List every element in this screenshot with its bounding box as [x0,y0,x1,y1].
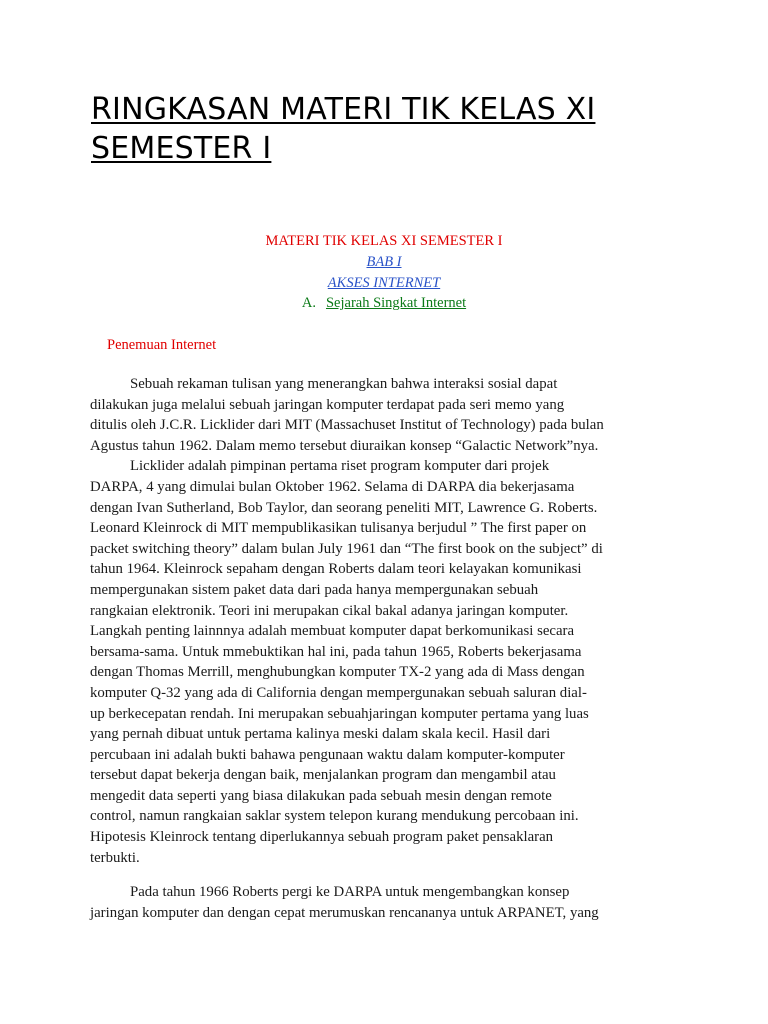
paragraph-line: yang pernah dibuat untuk pertama kalinya meski dalam skala kecil. Hasil dari [90,726,551,743]
heading-akses-wrap [0,273,768,293]
paragraph-line: Licklider adalah pimpinan pertama riset program komputer dari projek [130,458,550,475]
paragraph-1 [90,374,690,868]
paragraph-line: tersebut dapat bekerja dengan baik, menjalankan program dan mengambil atau [90,767,556,784]
paragraph-line: up berkecepatan rendah. Ini merupakan sebuahjaringan komputer pertama yang luas [90,705,589,722]
paragraph-line: mempergunakan sistem paket data dari pada hanya mempergunakan sebuah [90,581,539,598]
paragraph-2 [90,882,690,923]
paragraph-line: Langkah penting lainnnya adalah membuat komputer dapat berkomunikasi secara [90,623,575,640]
document-title [91,90,731,168]
section-heading [0,293,768,313]
paragraph-line: dengan Ivan Sutherland, Bob Taylor, dan seorang peneliti MIT, Lawrence G. Roberts. [90,499,598,516]
paragraph-line: DARPA, 4 yang dimulai bulan Oktober 1962. Selama di DARPA dia bekerjasama [90,478,575,495]
paragraph-line: komputer Q-32 yang ada di California dengan mempergunakan sebuah saluran dial- [90,684,587,701]
paragraph-line: dengan Thomas Merrill, menghubungkan komputer TX-2 yang ada di Mass dengan [90,664,585,681]
paragraph-line: Hipotesis Kleinrock tentang diperlukannya sebuah program paket pensaklaran [90,829,554,846]
heading-bab-wrap [0,252,768,272]
title-line-2: SEMESTER I [91,131,272,166]
paragraph-line: ditulis oleh J.C.R. Licklider dari MIT (Massachuset Institut of Technology) pada bulan [90,417,604,434]
heading-akses: AKSES INTERNET [327,275,441,291]
paragraph-line: terbukti. [90,849,140,866]
heading-bab: BAB I [366,254,402,270]
paragraph-line: dilakukan juga melalui sebuah jaringan komputer terdapat pada seri memo yang [90,396,565,413]
paragraph-line: jaringan komputer dan dengan cepat merumuskan rencananya untuk ARPANET, yang [90,904,599,921]
paragraph-line: Sebuah rekaman tulisan yang menerangkan bahwa interaksi sosial dapat [130,376,558,392]
subheading: Penemuan Internet [107,337,217,353]
paragraph-line: tahun 1964. Kleinrock sepaham dengan Roberts dalam teori kelayakan komunikasi [90,561,582,578]
paragraph-line: Pada tahun 1966 Roberts pergi ke DARPA untuk mengembangkan konsep [130,884,570,900]
section-title: Sejarah Singkat Internet [325,295,467,311]
title-line-1: RINGKASAN MATERI TIK KELAS XI [91,92,596,127]
paragraph-line: Agustus tahun 1962. Dalam memo tersebut diuraikan konsep “Galactic Network”nya. [90,437,599,454]
paragraph-line: rangkaian elektronik. Teori ini merupakan cikal bakal adanya jaringan komputer. [90,602,569,619]
paragraph-line: percubaan ini adalah bukti bahawa pengunaan waktu dalam komputer-komputer [90,746,565,763]
heading-materi: MATERI TIK KELAS XI SEMESTER I [265,233,503,249]
paragraph-line: Leonard Kleinrock di MIT mempublikasikan tulisanya berjudul ” The first paper on [90,520,587,537]
paragraph-line: packet switching theory” dalam bulan July 1961 dan “The first book on the subject” di [90,540,603,557]
paragraph-line: mengedit data seperti yang biasa dilakukan pada sebuah mesin dengan remote [90,787,552,804]
paragraph-line: bersama-sama. Untuk mmebuktikan hal ini, pada tahun 1965, Roberts bekerjasama [90,643,582,660]
paragraph-line: control, namun rangkaian saklar system telepon kurang mendukung percobaan ini. [90,808,579,825]
section-marker: A. [301,295,316,311]
